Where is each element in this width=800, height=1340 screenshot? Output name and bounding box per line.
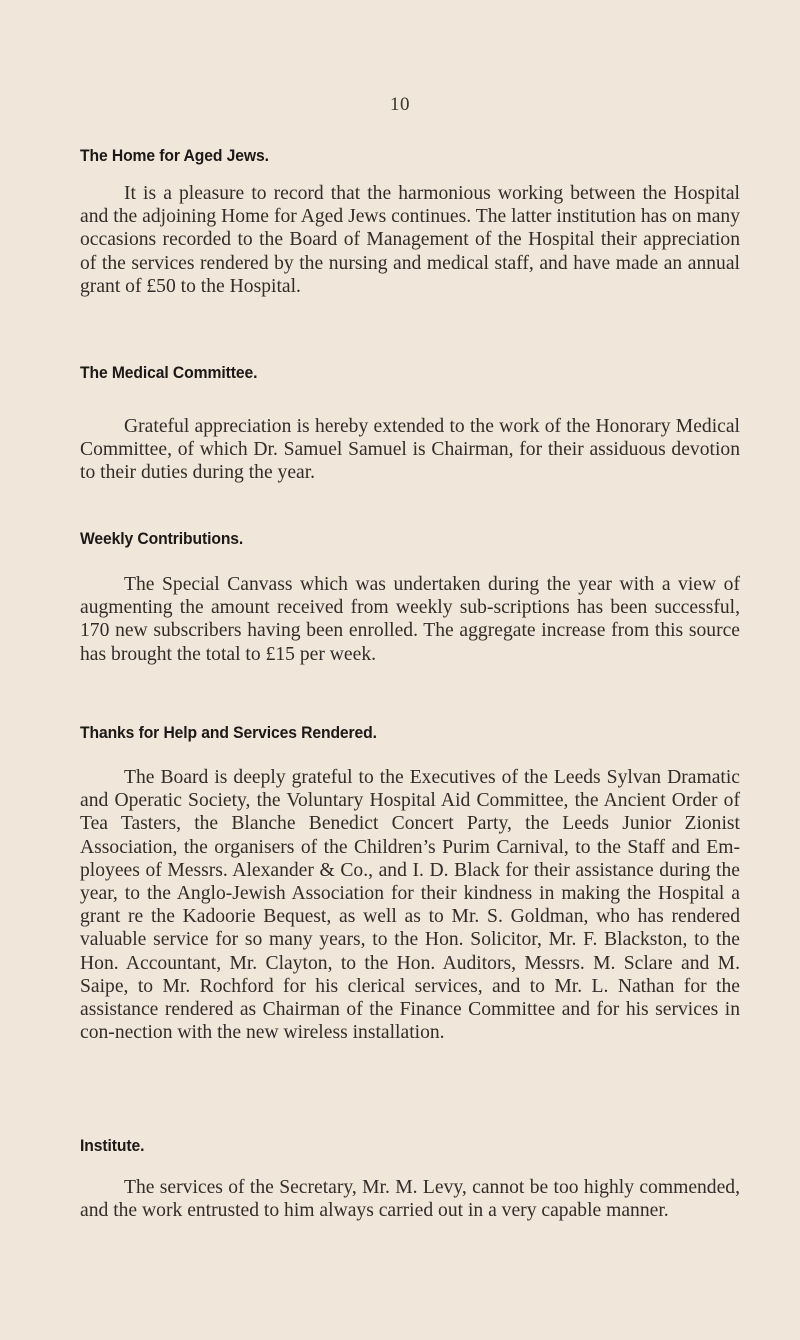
section-weekly-contributions	[80, 530, 740, 666]
section-paragraph: It is a pleasure to record that the harmonious working between the Hospital and the adjoining Home for Aged Jews continues. The latter institution has on many occasions recorded to the Board of Management of the Hospital their appreciation of the services rendered by the nursing and medical staff, and have made an annual grant of £50 to the Hospital.	[80, 183, 740, 297]
section-heading: Institute.	[80, 1137, 145, 1155]
section-home-for-aged-jews	[80, 147, 740, 298]
section-paragraph: The services of the Secretary, Mr. M. Levy, cannot be too highly commended, and the work entrusted to him always carried out in a very capable manner.	[80, 1177, 740, 1222]
section-thanks-for-help	[80, 724, 740, 1044]
section-paragraph: The Special Canvass which was undertaken during the year with a view of augmenting the amount received from weekly sub-scriptions has been successful, 170 new subscribers having been enrolled. The aggregate increase from this source has brought the total to £15 per week.	[80, 574, 740, 665]
section-medical-committee	[80, 364, 740, 485]
section-heading: Weekly Contributions.	[80, 530, 244, 548]
section-paragraph: Grateful appreciation is hereby extended to the work of the Honorary Medical Committee, of which Dr. Samuel Samuel is Chairman, for their assiduous devotion to their duties during the year.	[80, 416, 740, 484]
section-heading: The Home for Aged Jews.	[80, 147, 269, 165]
section-heading: Thanks for Help and Services Rendered.	[80, 724, 377, 742]
section-heading: The Medical Committee.	[80, 364, 258, 382]
section-institute	[80, 1137, 740, 1222]
page-number: 10	[390, 94, 410, 115]
section-paragraph: The Board is deeply grateful to the Executives of the Leeds Sylvan Dramatic and Operatic Society, the Voluntary Hospital Aid Committee, the Ancient Order of Tea Tasters, the Blanche Benedict Concert Party, the Leeds Junior Zionist Association, the organisers of the Children’s Purim Carnival, to the Staff and Em-ployees of Messrs. Alexander & Co., and I. D. Black for their assistance during the year, to the Anglo-Jewish Association for their kindness in making the Hospital a grant re the Kadoorie Bequest, as well as to Mr. S. Goldman, who has rendered valuable service for so many years, to the Hon. Solicitor, Mr. F. Blackston, to the Hon. Accountant, Mr. Clayton, to the Hon. Auditors, Messrs. M. Sclare and M. Saipe, to Mr. Rochford for his clerical services, and to Mr. L. Nathan for the assistance rendered as Chairman of the Finance Committee and for his services in con-nection with the new wireless installation.	[80, 767, 740, 1044]
